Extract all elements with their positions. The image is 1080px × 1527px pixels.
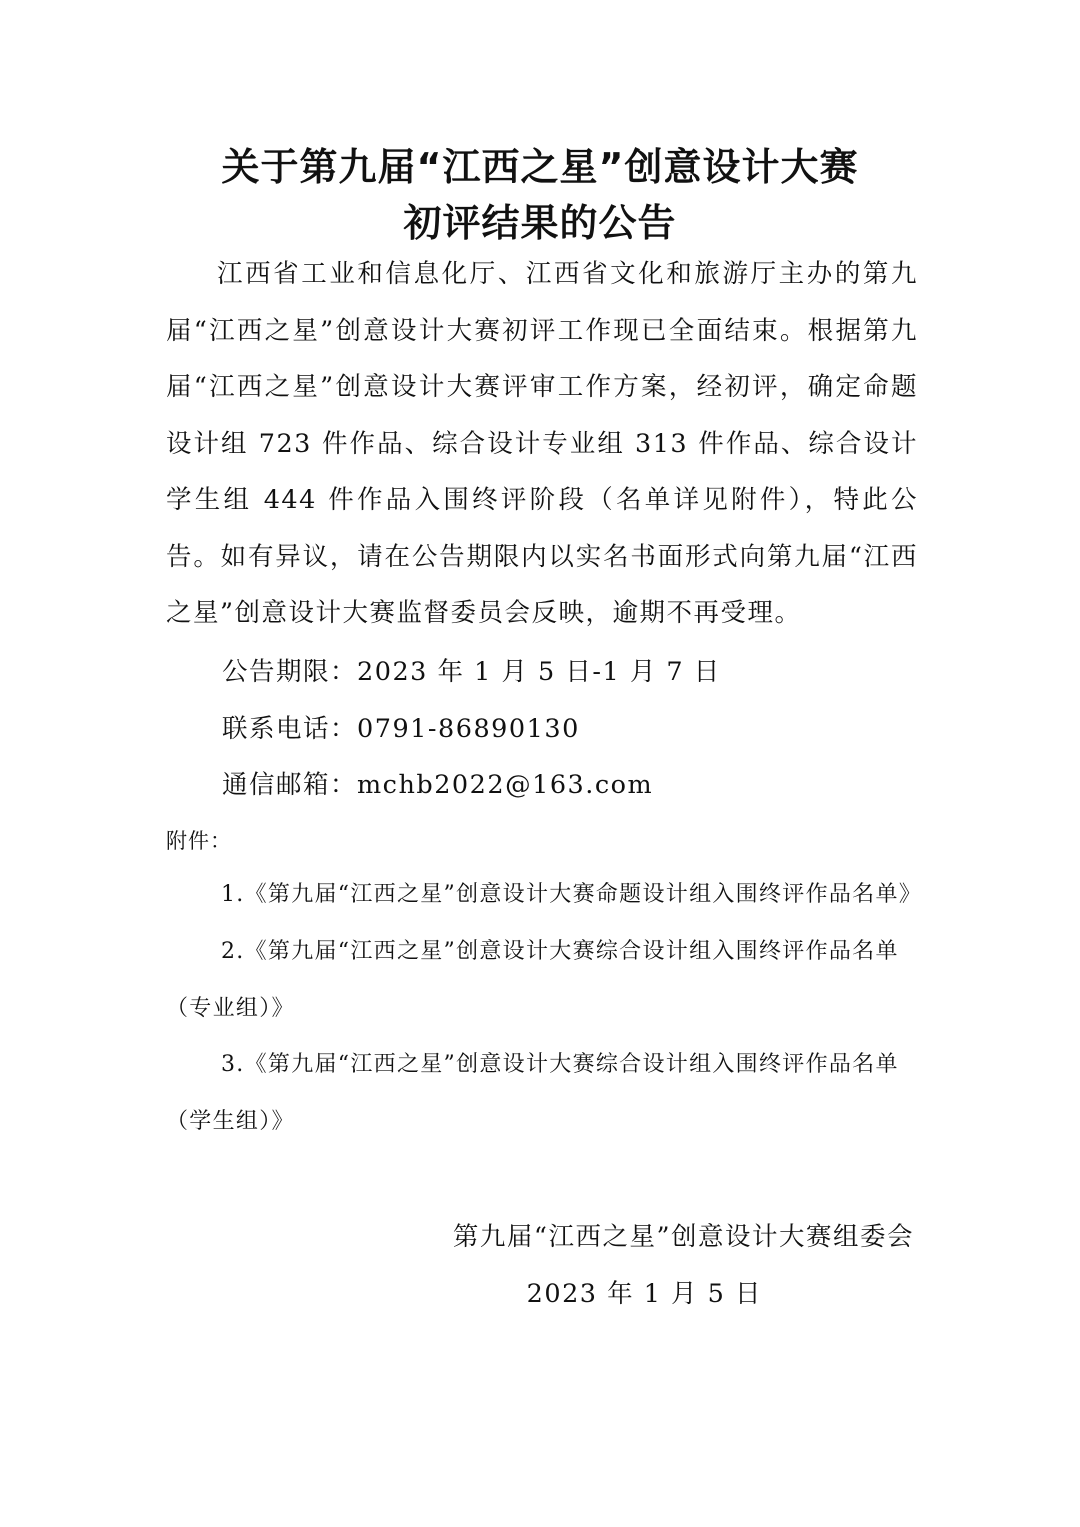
document-title-line-2: 初评结果的公告	[403, 201, 677, 245]
attachment-item: 1.《第九届“江西之星”创意设计大赛命题设计组入围终评作品名单》	[221, 882, 923, 907]
attachment-item: 2.《第九届“江西之星”创意设计大赛综合设计组入围终评作品名单（专业组）》	[166, 939, 899, 1021]
contact-phone: 联系电话：0791-86890130	[222, 714, 580, 744]
attachments-label: 附件：	[166, 829, 232, 853]
attachment-item: 3.《第九届“江西之星”创意设计大赛综合设计组入围终评作品名单（学生组）》	[166, 1052, 899, 1134]
signature-date: 2023 年 1 月 5 日	[526, 1279, 762, 1309]
announcement-period: 公告期限：2023 年 1 月 5 日-1 月 7 日	[222, 657, 721, 687]
document-title-line-1: 关于第九届“江西之星”创意设计大赛	[221, 145, 859, 189]
contact-email: 通信邮箱：mchb2022@163.com	[222, 770, 654, 800]
signature-organization: 第九届“江西之星”创意设计大赛组委会	[452, 1222, 914, 1252]
announcement-body-paragraph: 江西省工业和信息化厅、江西省文化和旅游厅主办的第九届“江西之星”创意设计大赛初评工作现已全面结束。根据第九届“江西之星”创意设计大赛评审工作方案，经初评，确定命题设计组 723 件作品、综合设计专业组 313 件作品、综合设计学生组 444 件作品入围终评阶段（名单详见附件），特此公告。如有异议，请在公告期限内以实名书面形式向第九届“江西之星”创意设计大赛监督委员会反映，逾期不再受理。	[166, 259, 918, 628]
